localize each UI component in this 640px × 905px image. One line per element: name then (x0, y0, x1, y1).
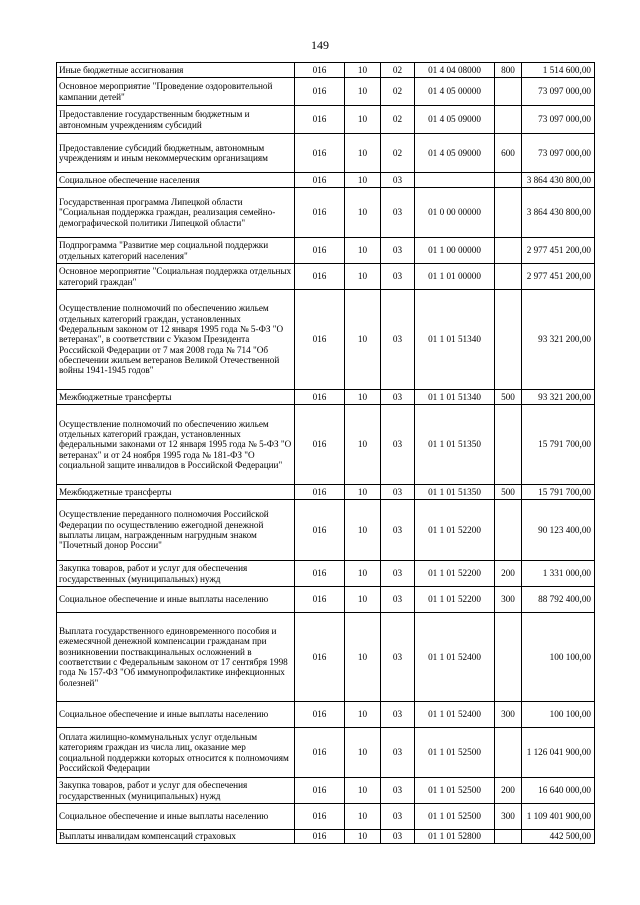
target-article-code: 01 1 01 52400 (415, 702, 495, 728)
amount: 1 514 600,00 (522, 63, 595, 78)
target-article-code: 01 1 00 00000 (415, 238, 495, 264)
section-code: 10 (345, 238, 381, 264)
subsection-code: 02 (381, 78, 415, 106)
target-article-code: 01 1 01 51350 (415, 405, 495, 485)
expense-type-code (495, 830, 522, 844)
row-name: Предоставление государственным бюджетным и автономным учреждениям субсидий (57, 106, 295, 134)
row-name: Выплата государственного единовременного пособия и ежемесячной денежной компенсации гражданам при возникновении поствакцинальных осложнений в соответствии с Федеральным законом от 17 сентября 1998 года № 157-ФЗ "Об иммунопрофилактике инфекционных болезней" (57, 613, 295, 702)
section-code: 10 (345, 78, 381, 106)
table-row (57, 702, 595, 728)
target-article-code: 01 1 01 52500 (415, 804, 495, 830)
amount: 88 792 400,00 (522, 587, 595, 613)
amount: 1 331 000,00 (522, 561, 595, 587)
table-row (57, 500, 595, 561)
ministry-code: 016 (295, 63, 345, 78)
section-code: 10 (345, 778, 381, 804)
row-name: Осуществление полномочий по обеспечению жильем отдельных категорий граждан, установленных федеральными законами от 12 января 1995 года № 5-ФЗ "О ветеранах" и от 24 ноября 1995 года № 181-ФЗ "О социальной защите инвалидов в Российской Федерации" (57, 405, 295, 485)
ministry-code: 016 (295, 134, 345, 173)
target-article-code: 01 4 04 08000 (415, 63, 495, 78)
subsection-code: 03 (381, 613, 415, 702)
table-row (57, 830, 595, 844)
subsection-code: 03 (381, 830, 415, 844)
table-row (57, 78, 595, 106)
subsection-code: 02 (381, 63, 415, 78)
amount: 16 640 000,00 (522, 778, 595, 804)
target-article-code: 01 4 05 00000 (415, 78, 495, 106)
row-name: Осуществление полномочий по обеспечению жильем отдельных категорий граждан, установленных Федеральным законом от 12 января 1995 года № 5-ФЗ "О ветеранах", в соответствии с Указом Президента Российской Федерации от 7 мая 2008 года № 714 "Об обеспечении жильем ветеранов Великой Отечественной войны 1941-1945 годов" (57, 290, 295, 390)
table-row (57, 561, 595, 587)
section-code: 10 (345, 405, 381, 485)
ministry-code: 016 (295, 613, 345, 702)
ministry-code: 016 (295, 264, 345, 290)
expense-type-code: 200 (495, 778, 522, 804)
row-name: Закупка товаров, работ и услуг для обеспечения государственных (муниципальных) нужд (57, 778, 295, 804)
expense-type-code: 300 (495, 804, 522, 830)
ministry-code: 016 (295, 830, 345, 844)
row-name: Выплаты инвалидам компенсаций страховых (57, 830, 295, 844)
amount: 15 791 700,00 (522, 405, 595, 485)
row-name: Основное мероприятие "Проведение оздоровительной кампании детей" (57, 78, 295, 106)
budget-table (56, 62, 595, 844)
expense-type-code (495, 106, 522, 134)
section-code: 10 (345, 188, 381, 238)
section-code: 10 (345, 500, 381, 561)
target-article-code: 01 1 01 00000 (415, 264, 495, 290)
amount: 3 864 430 800,00 (522, 173, 595, 188)
row-name: Государственная программа Липецкой области "Социальная поддержка граждан, реализация семейно-демографической политики Липецкой области" (57, 188, 295, 238)
section-code: 10 (345, 290, 381, 390)
target-article-code: 01 1 01 52500 (415, 778, 495, 804)
ministry-code: 016 (295, 390, 345, 405)
target-article-code: 01 4 05 09000 (415, 134, 495, 173)
subsection-code: 03 (381, 485, 415, 500)
table-row (57, 778, 595, 804)
section-code: 10 (345, 587, 381, 613)
amount: 1 126 041 900,00 (522, 728, 595, 778)
table-row (57, 238, 595, 264)
expense-type-code: 300 (495, 702, 522, 728)
target-article-code: 01 0 00 00000 (415, 188, 495, 238)
target-article-code: 01 1 01 51340 (415, 390, 495, 405)
section-code: 10 (345, 485, 381, 500)
ministry-code: 016 (295, 173, 345, 188)
expense-type-code (495, 264, 522, 290)
row-name: Подпрограмма "Развитие мер социальной поддержки отдельных категорий населения" (57, 238, 295, 264)
target-article-code: 01 4 05 09000 (415, 106, 495, 134)
row-name: Оплата жилищно-коммунальных услуг отдельным категориям граждан из числа лиц, оказание мер социальной поддержки которых относится к полномочиям Российской Федерации (57, 728, 295, 778)
target-article-code (415, 173, 495, 188)
subsection-code: 03 (381, 500, 415, 561)
subsection-code: 02 (381, 134, 415, 173)
amount: 2 977 451 200,00 (522, 264, 595, 290)
expense-type-code (495, 405, 522, 485)
row-name: Межбюджетные трансферты (57, 485, 295, 500)
row-name: Осуществление переданного полномочия Российской Федерации по осуществлению ежегодной денежной выплаты лицам, награжденным нагрудным знаком "Почетный донор России" (57, 500, 295, 561)
expense-type-code: 500 (495, 390, 522, 405)
section-code: 10 (345, 702, 381, 728)
amount: 3 864 430 800,00 (522, 188, 595, 238)
table-row (57, 290, 595, 390)
target-article-code: 01 1 01 52800 (415, 830, 495, 844)
amount: 2 977 451 200,00 (522, 238, 595, 264)
ministry-code: 016 (295, 485, 345, 500)
table-row (57, 390, 595, 405)
amount: 90 123 400,00 (522, 500, 595, 561)
row-name: Основное мероприятие "Социальная поддержка отдельных категорий граждан" (57, 264, 295, 290)
table-row (57, 106, 595, 134)
expense-type-code (495, 78, 522, 106)
ministry-code: 016 (295, 106, 345, 134)
row-name: Социальное обеспечение населения (57, 173, 295, 188)
table-row (57, 613, 595, 702)
subsection-code: 02 (381, 106, 415, 134)
ministry-code: 016 (295, 500, 345, 561)
section-code: 10 (345, 173, 381, 188)
ministry-code: 016 (295, 405, 345, 485)
section-code: 10 (345, 264, 381, 290)
amount: 15 791 700,00 (522, 485, 595, 500)
amount: 93 321 200,00 (522, 290, 595, 390)
target-article-code: 01 1 01 51350 (415, 485, 495, 500)
target-article-code: 01 1 01 52200 (415, 587, 495, 613)
target-article-code: 01 1 01 52500 (415, 728, 495, 778)
amount: 73 097 000,00 (522, 106, 595, 134)
subsection-code: 03 (381, 188, 415, 238)
section-code: 10 (345, 63, 381, 78)
subsection-code: 03 (381, 702, 415, 728)
ministry-code: 016 (295, 804, 345, 830)
row-name: Межбюджетные трансферты (57, 390, 295, 405)
subsection-code: 03 (381, 238, 415, 264)
subsection-code: 03 (381, 728, 415, 778)
subsection-code: 03 (381, 290, 415, 390)
expense-type-code: 800 (495, 63, 522, 78)
row-name: Социальное обеспечение и иные выплаты населению (57, 587, 295, 613)
expense-type-code: 300 (495, 587, 522, 613)
section-code: 10 (345, 106, 381, 134)
amount: 73 097 000,00 (522, 134, 595, 173)
subsection-code: 03 (381, 173, 415, 188)
expense-type-code: 500 (495, 485, 522, 500)
subsection-code: 03 (381, 561, 415, 587)
subsection-code: 03 (381, 778, 415, 804)
section-code: 10 (345, 728, 381, 778)
row-name: Социальное обеспечение и иные выплаты населению (57, 804, 295, 830)
ministry-code: 016 (295, 587, 345, 613)
row-name: Предоставление субсидий бюджетным, автономным учреждениям и иным некоммерческим организациям (57, 134, 295, 173)
table-row (57, 804, 595, 830)
expense-type-code (495, 188, 522, 238)
target-article-code: 01 1 01 52200 (415, 561, 495, 587)
row-name: Иные бюджетные ассигнования (57, 63, 295, 78)
subsection-code: 03 (381, 804, 415, 830)
row-name: Социальное обеспечение и иные выплаты населению (57, 702, 295, 728)
table-row (57, 405, 595, 485)
expense-type-code: 200 (495, 561, 522, 587)
amount: 1 109 401 900,00 (522, 804, 595, 830)
section-code: 10 (345, 134, 381, 173)
expense-type-code (495, 238, 522, 264)
table-row (57, 728, 595, 778)
ministry-code: 016 (295, 290, 345, 390)
ministry-code: 016 (295, 238, 345, 264)
expense-type-code (495, 173, 522, 188)
section-code: 10 (345, 613, 381, 702)
expense-type-code (495, 500, 522, 561)
subsection-code: 03 (381, 264, 415, 290)
amount: 93 321 200,00 (522, 390, 595, 405)
table-row (57, 63, 595, 78)
subsection-code: 03 (381, 587, 415, 613)
table-row (57, 587, 595, 613)
ministry-code: 016 (295, 78, 345, 106)
table-row (57, 485, 595, 500)
target-article-code: 01 1 01 52200 (415, 500, 495, 561)
subsection-code: 03 (381, 390, 415, 405)
ministry-code: 016 (295, 188, 345, 238)
table-row (57, 134, 595, 173)
section-code: 10 (345, 561, 381, 587)
amount: 73 097 000,00 (522, 78, 595, 106)
amount: 100 100,00 (522, 702, 595, 728)
ministry-code: 016 (295, 778, 345, 804)
target-article-code: 01 1 01 52400 (415, 613, 495, 702)
ministry-code: 016 (295, 728, 345, 778)
section-code: 10 (345, 830, 381, 844)
page-number: 149 (311, 38, 329, 52)
table-row (57, 173, 595, 188)
expense-type-code (495, 728, 522, 778)
expense-type-code (495, 290, 522, 390)
subsection-code: 03 (381, 405, 415, 485)
row-name: Закупка товаров, работ и услуг для обеспечения государственных (муниципальных) нужд (57, 561, 295, 587)
amount: 442 500,00 (522, 830, 595, 844)
table-row (57, 264, 595, 290)
expense-type-code (495, 613, 522, 702)
expense-type-code: 600 (495, 134, 522, 173)
ministry-code: 016 (295, 702, 345, 728)
table-row (57, 188, 595, 238)
amount: 100 100,00 (522, 613, 595, 702)
section-code: 10 (345, 804, 381, 830)
ministry-code: 016 (295, 561, 345, 587)
target-article-code: 01 1 01 51340 (415, 290, 495, 390)
section-code: 10 (345, 390, 381, 405)
